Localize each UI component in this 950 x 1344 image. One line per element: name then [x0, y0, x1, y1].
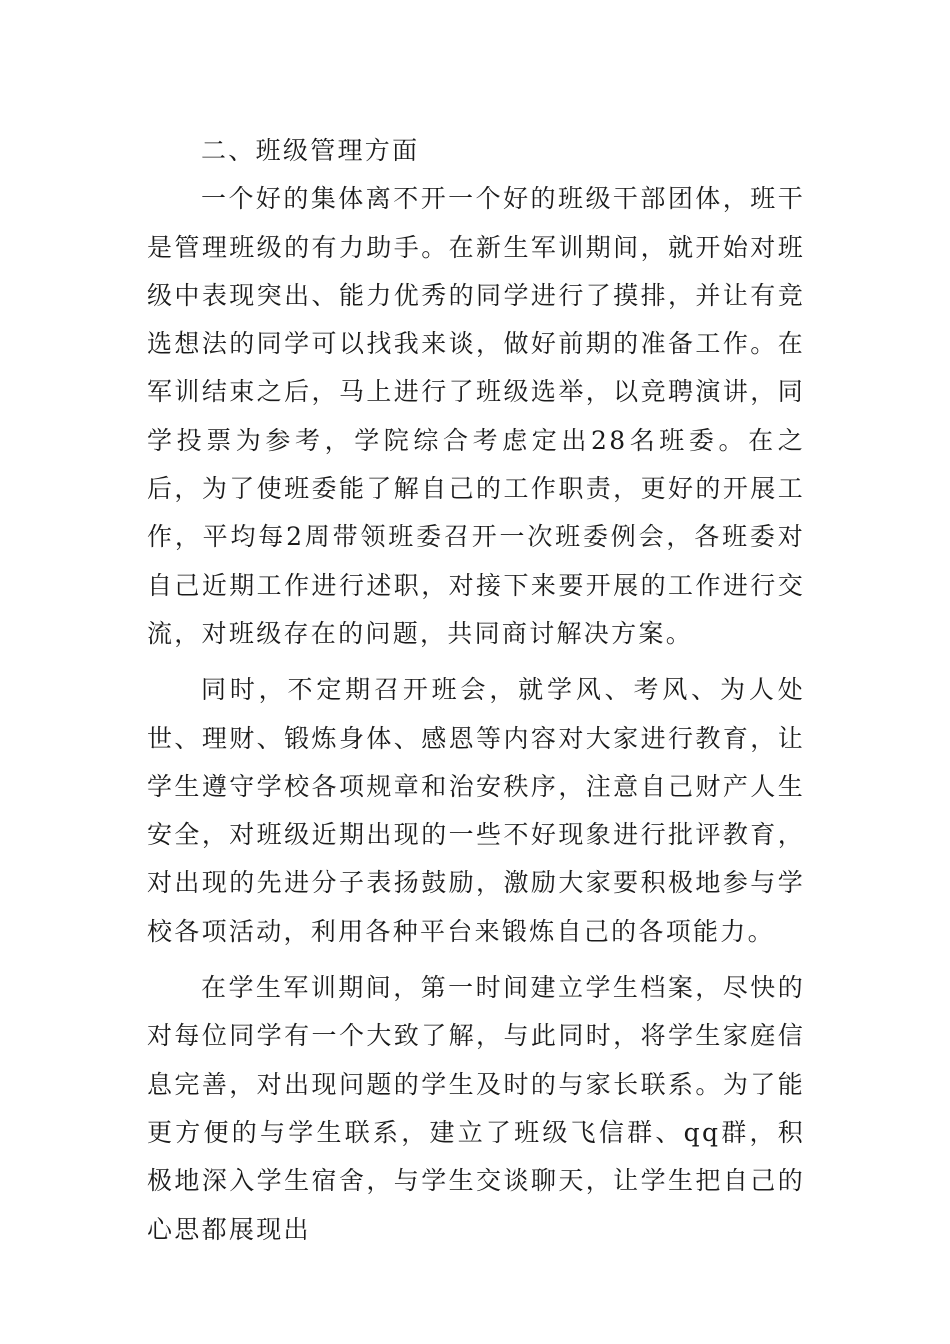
paragraph-class-cadres: 一个好的集体离不开一个好的班级干部团体，班干是管理班级的有力助手。在新生军训期间，就开始对班级中表现突出、能力优秀的同学进行了摸排，并让有竞选想法的同学可以找我来谈，做好前期的准备工作。在军训结束之后，马上进行了班级选举，以竞聘演讲，同学投票为参考，学院综合考虑定出28名班委。在之后，为了使班委能了解自己的工作职责，更好的开展工作，平均每2周带领班委召开一次班委例会，各班委对自己近期工作进行述职，对接下来要开展的工作进行交流，对班级存在的问题，共同商讨解决方案。: [147, 184, 805, 648]
paragraph-class-meetings: 同时，不定期召开班会，就学风、考风、为人处世、理财、锻炼身体、感恩等内容对大家进行教育，让学生遵守学校各项规章和治安秩序，注意自己财产人生安全，对班级近期出现的一些不好现象进行批评教育，对出现的先进分子表扬鼓励，激励大家要积极地参与学校各项活动，利用各种平台来锻炼自己的各项能力。: [147, 675, 805, 946]
section-heading: 二、班级管理方面: [201, 136, 420, 165]
document-body: [147, 127, 805, 1254]
paragraph-student-records: 在学生军训期间，第一时间建立学生档案，尽快的对每位同学有一个大致了解，与此同时，将学生家庭信息完善，对出现问题的学生及时的与家长联系。为了能更方便的与学生联系，建立了班级飞信群、qq群，积极地深入学生宿舍，与学生交谈聊天，让学生把自己的心思都展现出: [147, 973, 805, 1244]
paragraph-gap: [147, 658, 805, 666]
paragraph-gap: [147, 956, 805, 964]
